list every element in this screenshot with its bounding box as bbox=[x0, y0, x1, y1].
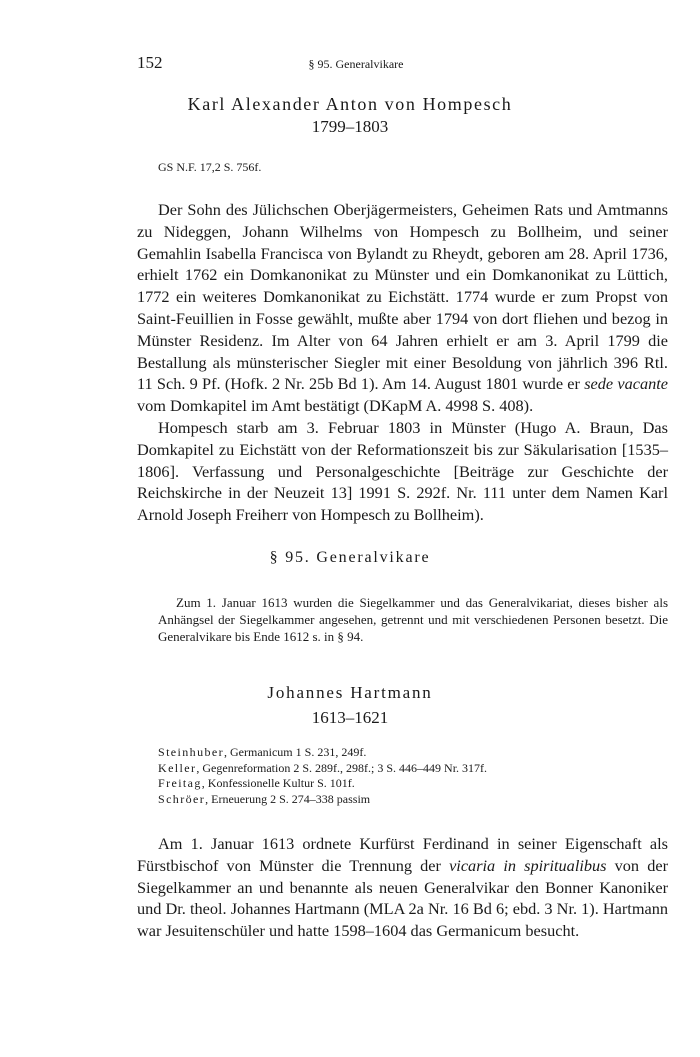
entry-paragraph bbox=[137, 199, 668, 417]
author-name: Keller bbox=[158, 760, 197, 775]
page-number: 152 bbox=[137, 53, 163, 72]
entry-years: 1799–1803 bbox=[311, 117, 389, 136]
literature-item bbox=[158, 792, 487, 808]
section-intro bbox=[158, 594, 668, 645]
entry-years: 1613–1621 bbox=[311, 708, 389, 727]
author-name: Schröer bbox=[158, 791, 206, 806]
author-name: Steinhuber bbox=[158, 745, 224, 759]
literature-item bbox=[158, 776, 487, 792]
entry-body bbox=[137, 199, 668, 526]
author-name: Freitag bbox=[158, 776, 202, 791]
entry-paragraph: Hompesch starb am 3. Februar 1803 in Münster (Hugo A. Braun, Das Domkapitel zu Eichstätt von der Reformationszeit bis zur Säkularisation [1535–1806]. Verfassung und Personalgeschichte [Beiträge zur Geschichte der Reichskirche in der Neuzeit 13] 1991 S. 292f. Nr. 111 unter dem Namen Karl Arnold Joseph Freiherr von Hompesch zu Bollheim). bbox=[137, 417, 668, 525]
literature-item bbox=[158, 745, 487, 761]
paragraph-text: vom Domkapitel im Amt bestätigt (DKapM A. 4998 S. 408). bbox=[137, 396, 534, 416]
paragraph-text: von der Siegelkammer an und benannte als neuen Generalvikar den Bonner Kanoniker und Dr. theol. Johannes Hartmann (MLA 2a Nr. 16 Bd 6; ebd. 3 Nr. 1). Hartmann war Jesuitenschüler und hatte 1598–1604 das Germanicum besucht. bbox=[137, 855, 668, 941]
paragraph-text: Der Sohn des Jülichschen Oberjägermeisters, Geheimen Rats und Amtmanns zu Nideggen, Johann Wilhelms von Hompesch zu Bollheim, und seiner Gemahlin Isabella Francisca von Bylandt zu Rheydt, geboren am 28. April 1736, erhielt 1762 ein Domkanonikat zu Münster und ein Domkanonikat zu Lüttich, 1772 ein weiteres Domkanonikat zu Eichstätt. 1774 wurde er zum Propst von Saint-Feuillien in Fosse gewählt, mußte aber 1794 von dort fliehen und bezog in Münster Residenz. Im Alter von 64 Jahren erhielt er am 3. April 1799 die Bestallung als münsterischer Siegler mit einer Besoldung von jährlich 396 Rtl. 11 Sch. 9 Pf. (Hofk. 2 Nr. 25b Bd 1). Am 14. August 1801 wurde er bbox=[137, 200, 668, 394]
citation-text: , Erneuerung 2 S. 274–338 passim bbox=[205, 791, 371, 806]
entry-reference: GS N.F. 17,2 S. 756f. bbox=[158, 160, 262, 174]
entry-name: Johannes Hartmann bbox=[267, 683, 433, 702]
entry-body bbox=[137, 833, 668, 942]
paragraph-text: Am 1. Januar 1613 ordnete Kurfürst Ferdinand in seiner Eigenschaft als Fürstbischof von Münster die Trennung der bbox=[137, 834, 668, 875]
entry-paragraph bbox=[137, 833, 668, 942]
section-heading: § 95. Generalvikare bbox=[269, 549, 431, 566]
running-head: § 95. Generalvikare bbox=[308, 57, 404, 71]
citation-text: , Germanicum 1 S. 231, 249f. bbox=[224, 745, 367, 759]
citation-text: , Konfessionelle Kultur S. 101f. bbox=[201, 776, 355, 791]
literature-item bbox=[158, 761, 487, 777]
italic-term: vicaria in spiritualibus bbox=[449, 855, 607, 875]
entry-name: Karl Alexander Anton von Hompesch bbox=[187, 94, 513, 114]
italic-term: sede vacante bbox=[584, 374, 669, 394]
citation-text: , Gegenreformation 2 S. 289f., 298f.; 3 S. 446–449 Nr. 317f. bbox=[196, 760, 488, 775]
literature-list bbox=[158, 745, 487, 807]
intro-paragraph: Zum 1. Januar 1613 wurden die Siegelkammer und das Generalvikariat, dieses bisher als Anhängsel der Siegelkammer angesehen, getrennt und mit verschiedenen Personen besetzt. Die Generalvikare bis Ende 1612 s. in § 94. bbox=[158, 595, 668, 644]
